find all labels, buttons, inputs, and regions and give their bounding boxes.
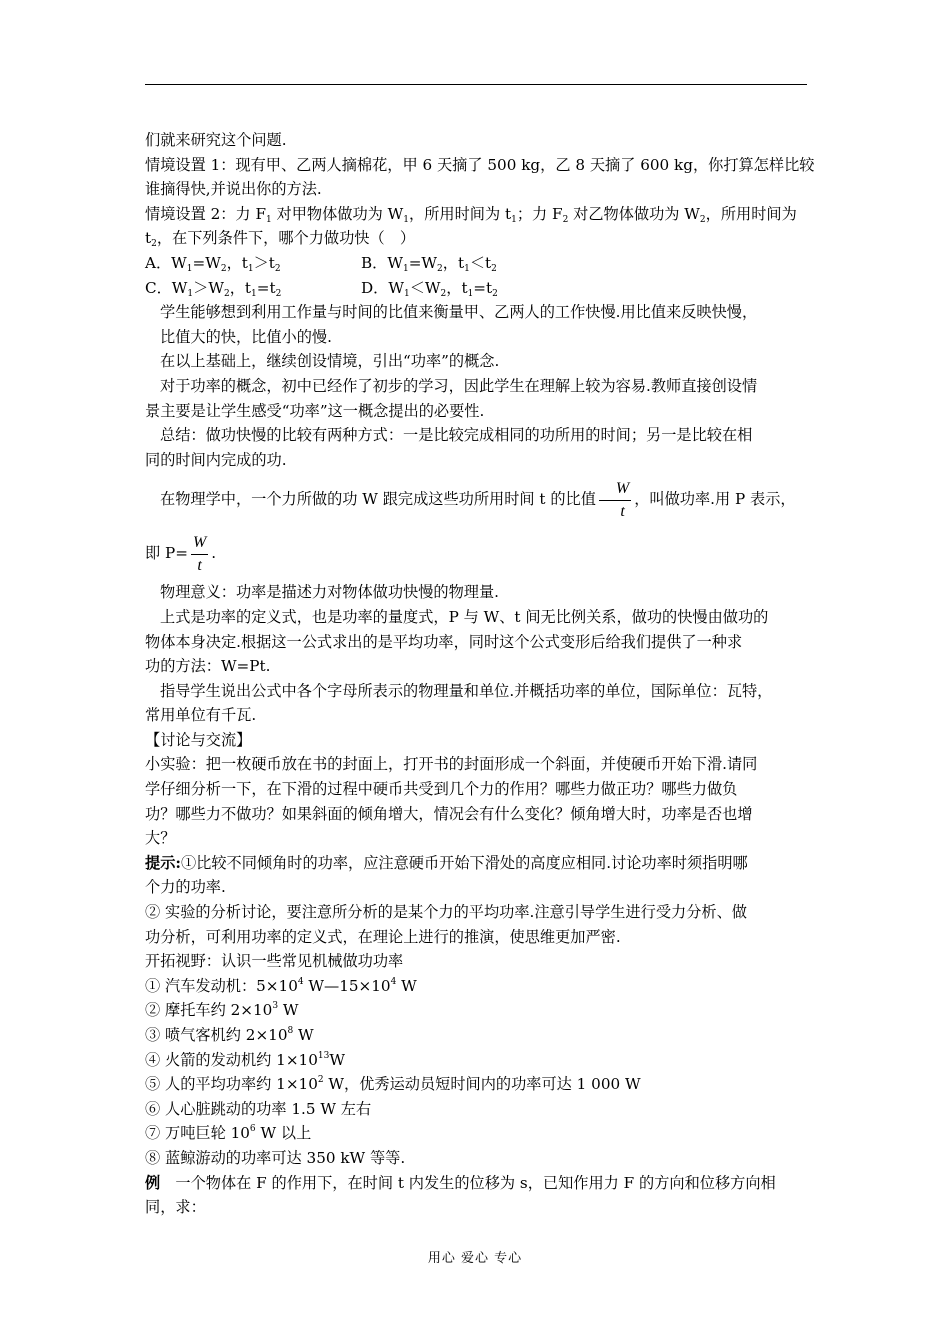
text-line: 功的方法：W=Pt.	[145, 657, 271, 676]
text-line: 物理意义：功率是描述力对物体做功快慢的物理量.	[160, 583, 499, 602]
text-line: 总结：做功快慢的比较有两种方式：一是比较完成相同的功所用的时间；另一是比较在相	[160, 426, 753, 445]
options-row	[145, 251, 813, 276]
list-item: ③ 喷气客机约 $2\times 10^8$ W	[145, 1026, 314, 1044]
text-line: 对于功率的概念，初中已经作了初步的学习，因此学生在理解上较为容易.教师直接创设情	[160, 376, 758, 395]
example-label: 例	[145, 1173, 161, 1192]
list-item: ⑦ 万吨巨轮 $10^6$ W 以上	[145, 1124, 312, 1143]
page-footer: 用心 爱心 专心	[427, 1251, 523, 1266]
text-line: 比值大的快，比值小的慢.	[160, 327, 332, 346]
list-item: ④ 火箭的发动机约 $1\times 10^{13}W$	[145, 1050, 345, 1069]
text-line: 个力的功率.	[145, 878, 226, 897]
fraction-w-over-t: $\frac{W}{t}$	[599, 481, 631, 520]
text-line: 同，求：	[145, 1198, 206, 1217]
text-line: 们就来研究这个问题.	[145, 131, 287, 149]
text-line: 功？哪些力不做功？如果斜面的倾角增大，情况会有什么变化？倾角增大时，功率是否也增	[145, 804, 753, 823]
header-rule	[145, 84, 807, 85]
text-line: 物体本身决定.根据这一公式求出的是平均功率，同时这个公式变形后给我们提供了一种求	[145, 632, 743, 651]
text-line: 在以上基础上，继续创设情境，引出“功率”的概念.	[160, 352, 500, 371]
list-item: ⑧ 蓝鲸游动的功率可达 350 kW 等等.	[145, 1148, 406, 1167]
text-line: 开拓视野：认识一些常见机械做功功率	[145, 952, 404, 971]
text-line: 情境设置 1：现有甲、乙两人摘棉花，甲 6 天摘了 500 kg，乙 8 天摘了 600 kg，你打算怎样比较	[145, 155, 815, 174]
text-line: 大？	[145, 829, 176, 848]
text-line: 谁摘得快,并说出你的方法.	[145, 180, 322, 199]
text-line: 功分析，可利用功率的定义式，在理论上进行的推演，使思维更加严密.	[145, 927, 621, 946]
option-b: B．$W_1=W_2$，$t_1<t_2$	[361, 253, 497, 274]
text-line: 小实验：把一枚硬币放在书的封面上，打开书的封面形成一个斜面，并使硬币开始下滑.请同	[145, 755, 758, 774]
option-d: D．$W_1<W_2$，$t_1=t_2$	[361, 278, 498, 299]
option-a: A．$W_1=W_2$，$t_1>t_2$	[145, 253, 281, 274]
text-line: ② 实验的分析讨论，要注意所分析的是某个力的平均功率.注意引导学生进行受力分析、做	[145, 903, 747, 922]
text-line: 指导学生说出公式中各个字母所表示的物理量和单位.并概括功率的单位，国际单位：瓦特，	[160, 681, 773, 700]
text-line-with-fraction: 在物理学中，一个力所做的功 W 跟完成这些功所用时间 t 的比值 $\frac{W}{t}$ ，叫做功率.用 P 表示，	[160, 479, 796, 520]
text-line: 例 一个物体在 F 的作用下，在时间 t 内发生的位移为 s，已知作用力 F 的方向和位移方向相	[145, 1173, 776, 1192]
text-line: 景主要是让学生感受“功率”这一概念提出的必要性.	[145, 401, 485, 420]
list-item: ② 摩托车约 $2\times 10^3$ W	[145, 1001, 299, 1020]
text-line: 学仔细分析一下，在下滑的过程中硬币共受到几个力的作用？哪些力做正功？哪些力做负	[145, 780, 738, 799]
fraction-w-over-t: $\frac{W}{t}$	[192, 533, 207, 574]
text-line: 常用单位有千瓦.	[145, 706, 257, 725]
hint-label: 提示:	[145, 853, 181, 872]
text-line: 情境设置 2：力 $F_1$ 对甲物体做功为 $W_1$，所用时间为 $t_1$；力 $F_2$ 对乙物体做功为 $W_2$，所用时间为	[145, 204, 797, 225]
text-line: 同的时间内完成的功.	[145, 450, 287, 469]
text-line-with-fraction: 即 P= $\frac{W}{t}$ .	[145, 533, 217, 574]
list-item: ① 汽车发动机：$5\times 10^4$ $W—15\times 10^4$ W	[145, 976, 417, 995]
text-line: 提示:①比较不同倾角时的功率，应注意硬币开始下滑处的高度应相同.讨论功率时须指明哪	[145, 853, 748, 872]
option-c: C．$W_1>W_2$，$t_1=t_2$	[145, 278, 282, 299]
list-item: ⑤ 人的平均功率约 $1\times 10^2$ W，优秀运动员短时间内的功率可达 1 000 W	[145, 1075, 641, 1094]
text-line: $t_2$，在下列条件下，哪个力做功快（ ）	[145, 229, 416, 250]
options-row	[145, 276, 813, 301]
document-body	[145, 128, 813, 1220]
list-item: ⑥ 人心脏跳动的功率 1.5 W 左右	[145, 1099, 372, 1118]
text-line: 上式是功率的定义式，也是功率的量度式，P 与 W、t 间无比例关系，做功的快慢由做功的	[160, 607, 769, 626]
section-heading: 【讨论与交流】	[145, 730, 252, 749]
text-line: 学生能够想到利用工作量与时间的比值来衡量甲、乙两人的工作快慢.用比值来反映快慢，	[160, 303, 758, 322]
